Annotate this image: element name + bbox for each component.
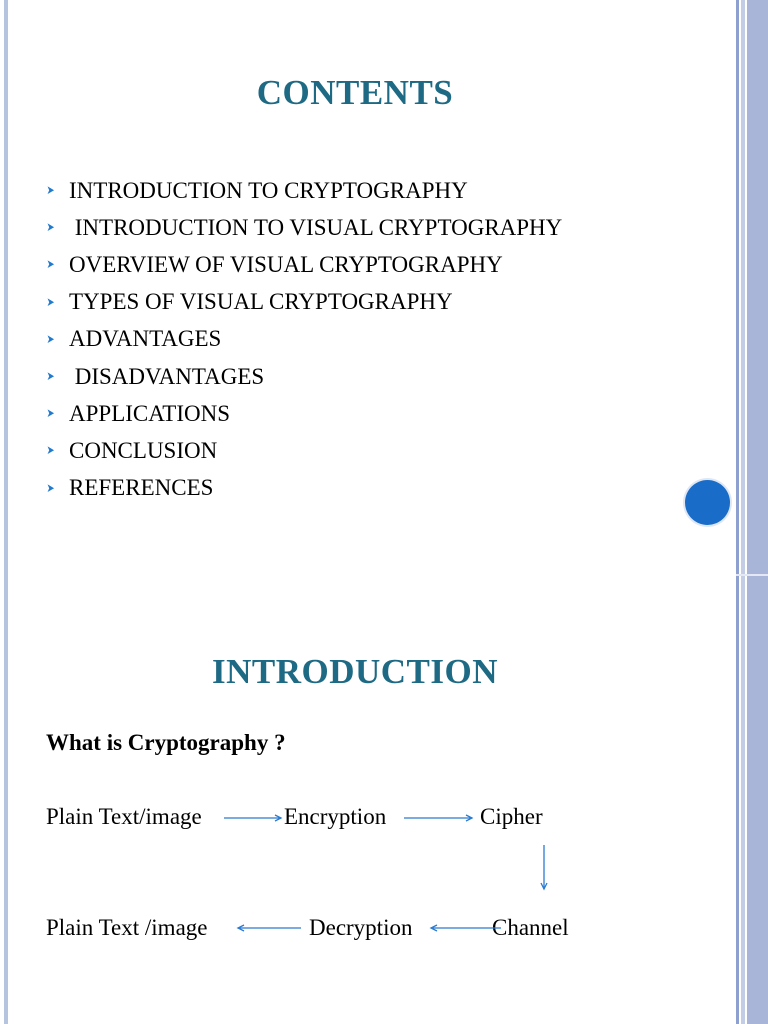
- arrowhead-icon: [238, 925, 244, 931]
- chevron-right-icon: ➤: [46, 480, 55, 495]
- slide-marker-dot: [685, 480, 730, 525]
- list-item: [44, 470, 562, 507]
- introduction-title: INTRODUCTION: [211, 652, 499, 691]
- flow-plain-text-bottom: Plain Text /image: [46, 915, 208, 940]
- right-border-band: [741, 0, 745, 1024]
- list-item-label: CONCLUSION: [69, 437, 218, 463]
- list-item-label: OVERVIEW OF VISUAL CRYPTOGRAPHY: [69, 251, 503, 277]
- list-item: [44, 246, 562, 283]
- list-item-label: TYPES OF VISUAL CRYPTOGRAPHY: [69, 289, 453, 315]
- right-border-band: [747, 0, 768, 1024]
- list-item-label: APPLICATIONS: [69, 400, 231, 426]
- right-border-band: [736, 0, 739, 1024]
- list-item: [44, 395, 562, 432]
- arrowhead-icon: [466, 815, 472, 821]
- list-item-label: ADVANTAGES: [69, 326, 222, 352]
- question-heading: What is Cryptography ?: [46, 730, 286, 755]
- list-item: [44, 321, 562, 358]
- contents-list: [44, 172, 562, 507]
- list-item: [44, 432, 562, 469]
- chevron-right-icon: ➤: [46, 369, 55, 384]
- flow-encryption: Encryption: [284, 804, 387, 829]
- chevron-right-icon: ➤: [46, 331, 55, 346]
- chevron-right-icon: ➤: [46, 220, 55, 235]
- list-item: [44, 209, 562, 246]
- chevron-right-icon: ➤: [46, 257, 55, 272]
- flow-channel: Channel: [492, 915, 569, 940]
- chevron-right-icon: ➤: [46, 183, 55, 198]
- flow-plain-text-top: Plain Text/image: [46, 804, 202, 829]
- list-item: [44, 284, 562, 321]
- slide-separator: [736, 574, 768, 576]
- list-item-label: DISADVANTAGES: [69, 363, 265, 389]
- arrowhead-icon: [541, 883, 547, 889]
- chevron-right-icon: ➤: [46, 443, 55, 458]
- list-item-label: INTRODUCTION TO CRYPTOGRAPHY: [69, 177, 468, 203]
- arrowhead-icon: [431, 925, 437, 931]
- list-item: [44, 358, 562, 395]
- contents-title: CONTENTS: [256, 73, 454, 112]
- chevron-right-icon: ➤: [46, 406, 55, 421]
- left-border-rule: [4, 0, 8, 1024]
- flow-decryption: Decryption: [309, 915, 413, 940]
- chevron-right-icon: ➤: [46, 294, 55, 309]
- list-item-label: REFERENCES: [69, 475, 214, 501]
- list-item-label: INTRODUCTION TO VISUAL CRYPTOGRAPHY: [69, 214, 563, 240]
- arrowhead-icon: [275, 815, 281, 821]
- flow-cipher: Cipher: [480, 804, 543, 829]
- list-item: [44, 172, 562, 209]
